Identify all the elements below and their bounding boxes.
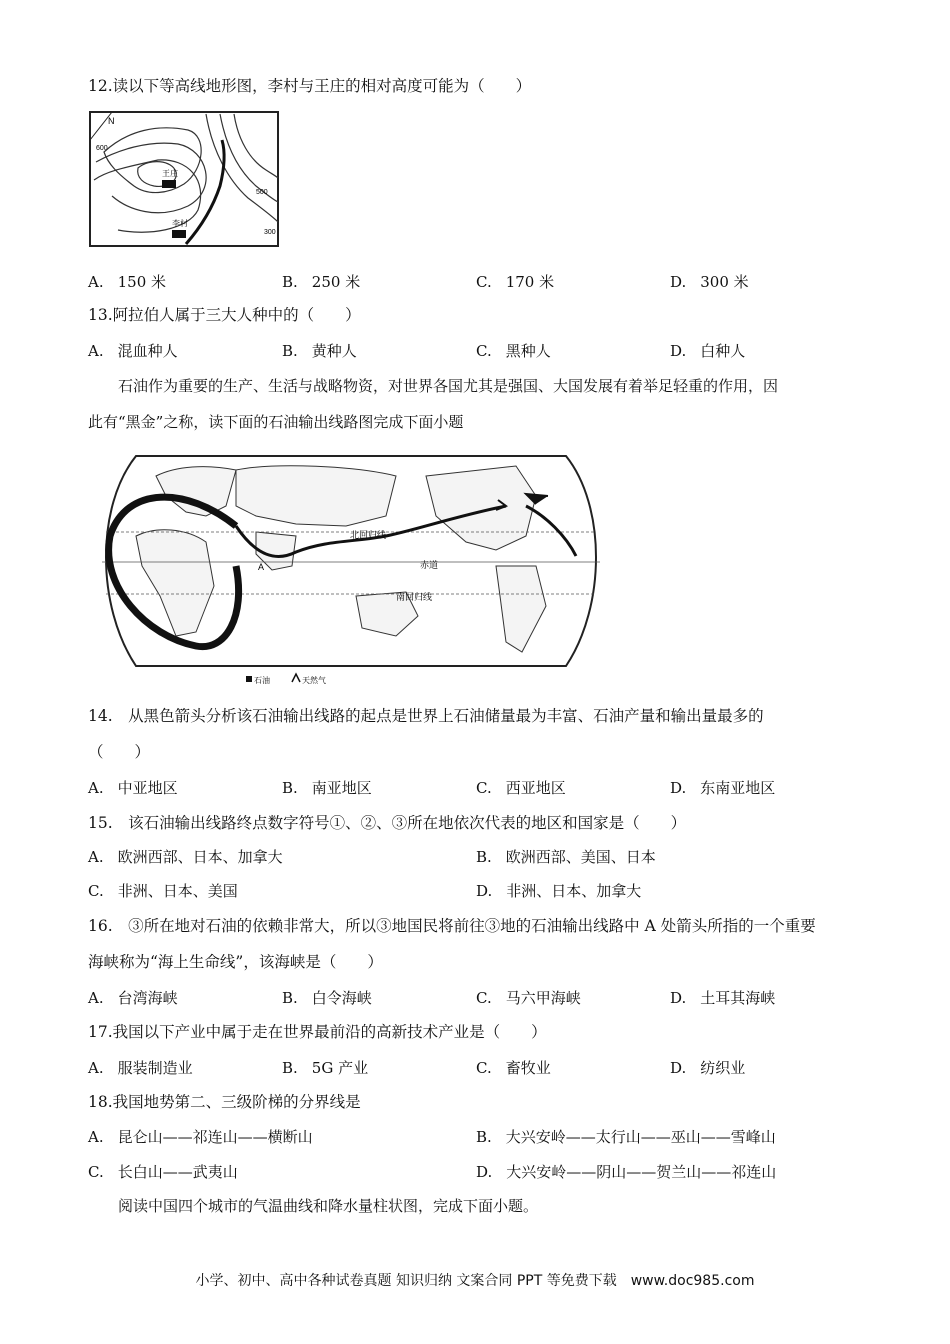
option-text: 长白山——武夷山 [117, 1163, 238, 1181]
option-text: 土耳其海峡 [700, 989, 776, 1007]
option-text: 非洲、日本、美国 [117, 882, 238, 900]
option-text: 马六甲海峡 [505, 989, 581, 1007]
q15-option-d[interactable] [476, 881, 641, 901]
option-text: 白种人 [700, 342, 746, 360]
option-key: B. [476, 848, 492, 866]
option-key: A. [88, 342, 104, 360]
option-key: C. [476, 779, 492, 797]
legend-oil-icon [246, 676, 252, 682]
option-text: 西亚地区 [505, 779, 566, 797]
q15-option-b[interactable] [476, 847, 656, 867]
q13-stem: 13.阿拉伯人属于三大人种中的（ ） [88, 306, 361, 324]
tropic-capricorn-label: 南回归线 [396, 592, 433, 602]
north-label: N [108, 116, 115, 126]
option-text: 黑种人 [505, 342, 551, 360]
option-key: C. [476, 1059, 492, 1077]
option-text: 中亚地区 [117, 779, 178, 797]
option-text: 170 米 [505, 273, 555, 291]
option-key: D. [476, 1163, 493, 1181]
q12-stem: 12.读以下等高线地形图，李村与王庄的相对高度可能为（ ） [88, 77, 532, 95]
q13-option-a[interactable] [88, 341, 178, 361]
option-key: A. [88, 848, 104, 866]
contour-label-500: 500 [256, 189, 268, 196]
option-key: D. [476, 882, 493, 900]
option-key: B. [282, 342, 298, 360]
legend-gas-icon [292, 674, 300, 682]
q16-option-d[interactable] [670, 988, 775, 1008]
q18-option-a[interactable] [88, 1127, 313, 1147]
option-key: B. [282, 779, 298, 797]
option-key: A. [88, 273, 104, 291]
option-text: 大兴安岭——阴山——贺兰山——祁连山 [506, 1163, 777, 1181]
option-key: A. [88, 1128, 104, 1146]
intro-2: 阅读中国四个城市的气温曲线和降水量柱状图，完成下面小题。 [118, 1197, 539, 1215]
option-text: 非洲、日本、加拿大 [506, 882, 642, 900]
q13-option-c[interactable] [476, 341, 551, 361]
intro-line-1: 石油作为重要的生产、生活与战略物资，对世界各国尤其是强国、大国发展有着举足轻重的作用，因 [118, 377, 779, 395]
q12-option-b[interactable] [282, 272, 360, 292]
q14-stem-2: （ ） [88, 743, 151, 761]
q12-option-c[interactable] [476, 272, 554, 292]
q18-option-c[interactable] [88, 1162, 238, 1182]
q14-option-a[interactable] [88, 778, 178, 798]
q17-stem: 17.我国以下产业中属于走在世界最前沿的高新技术产业是（ ） [88, 1023, 547, 1041]
option-text: 300 米 [700, 273, 749, 291]
option-text: 大兴安岭——太行山——巫山——雪峰山 [505, 1128, 776, 1146]
page-footer: 小学、初中、高中各种试卷真题 知识归纳 文案合同 PPT 等免费下载 www.doc985.com [195, 1273, 755, 1289]
q14-option-c[interactable] [476, 778, 566, 798]
legend-gas-label: 天然气 [302, 676, 326, 685]
contour-map [88, 110, 280, 248]
q12-option-d[interactable] [670, 272, 749, 292]
q16-stem-2: 海峡称为“海上生命线”，该海峡是（ ） [88, 953, 383, 971]
option-text: 台湾海峡 [117, 989, 178, 1007]
option-key: B. [282, 273, 298, 291]
option-key: C. [476, 989, 492, 1007]
q17-option-d[interactable] [670, 1058, 745, 1078]
q16-option-c[interactable] [476, 988, 581, 1008]
option-text: 服装制造业 [117, 1059, 193, 1077]
tropic-cancer-label: 北回归线 [350, 530, 387, 540]
option-text: 黄种人 [311, 342, 357, 360]
q16-stem: 16. ③所在地对石油的依赖非常大，所以③地国民将前往③地的石油输出线路中 A 处箭头所指的一个重要 [88, 917, 816, 935]
q18-option-b[interactable] [476, 1127, 776, 1147]
option-key: B. [282, 1059, 298, 1077]
q13-option-b[interactable] [282, 341, 357, 361]
option-key: D. [670, 1059, 687, 1077]
option-key: C. [88, 882, 104, 900]
legend-oil-label: 石油 [254, 676, 270, 685]
option-text: 欧洲西部、美国、日本 [505, 848, 656, 866]
option-text: 混血种人 [117, 342, 178, 360]
option-text: 畜牧业 [505, 1059, 551, 1077]
strait-a-label: A [258, 562, 265, 572]
q12-option-a[interactable] [88, 272, 166, 292]
option-key: C. [476, 273, 492, 291]
equator-label: 赤道 [420, 560, 439, 570]
q18-option-d[interactable] [476, 1162, 776, 1182]
option-key: A. [88, 1059, 104, 1077]
q14-stem: 14. 从黑色箭头分析该石油输出线路的起点是世界上石油储量最为丰富、石油产量和输出量最多的 [88, 707, 764, 725]
wangzhuang-marker [162, 180, 176, 188]
option-key: D. [670, 273, 687, 291]
option-text: 250 米 [311, 273, 361, 291]
contour-label-600: 600 [96, 145, 108, 152]
q16-option-a[interactable] [88, 988, 178, 1008]
intro-line-2: 此有“黑金”之称，读下面的石油输出线路图完成下面小题 [88, 413, 464, 431]
option-text: 昆仑山——祁连山——横断山 [117, 1128, 313, 1146]
option-key: A. [88, 779, 104, 797]
licun-label: 李村 [172, 219, 188, 228]
option-key: C. [476, 342, 492, 360]
option-text: 纺织业 [700, 1059, 746, 1077]
option-key: D. [670, 342, 687, 360]
q13-option-d[interactable] [670, 341, 745, 361]
option-key: C. [88, 1163, 104, 1181]
option-key: A. [88, 989, 104, 1007]
option-key: D. [670, 779, 687, 797]
q18-stem: 18.我国地势第二、三级阶梯的分界线是 [88, 1093, 361, 1111]
contour-label-300: 300 [264, 229, 276, 236]
option-text: 东南亚地区 [700, 779, 776, 797]
option-key: D. [670, 989, 687, 1007]
q15-option-a[interactable] [88, 847, 283, 867]
oil-route-map [96, 446, 606, 690]
option-key: B. [476, 1128, 492, 1146]
option-text: 南亚地区 [311, 779, 372, 797]
q17-option-a[interactable] [88, 1058, 193, 1078]
licun-marker [172, 230, 186, 238]
option-text: 5G 产业 [311, 1059, 369, 1077]
option-text: 150 米 [117, 273, 167, 291]
option-text: 白令海峡 [311, 989, 372, 1007]
q15-stem: 15. 该石油输出线路终点数字符号①、②、③所在地依次代表的地区和国家是（ ） [88, 814, 687, 832]
option-key: B. [282, 989, 298, 1007]
q14-option-d[interactable] [670, 778, 775, 798]
q15-option-c[interactable] [88, 881, 238, 901]
q17-option-c[interactable] [476, 1058, 551, 1078]
q16-option-b[interactable] [282, 988, 372, 1008]
option-text: 欧洲西部、日本、加拿大 [117, 848, 283, 866]
q14-option-b[interactable] [282, 778, 372, 798]
q17-option-b[interactable] [282, 1058, 368, 1078]
wangzhuang-label: 王庄 [162, 169, 178, 178]
